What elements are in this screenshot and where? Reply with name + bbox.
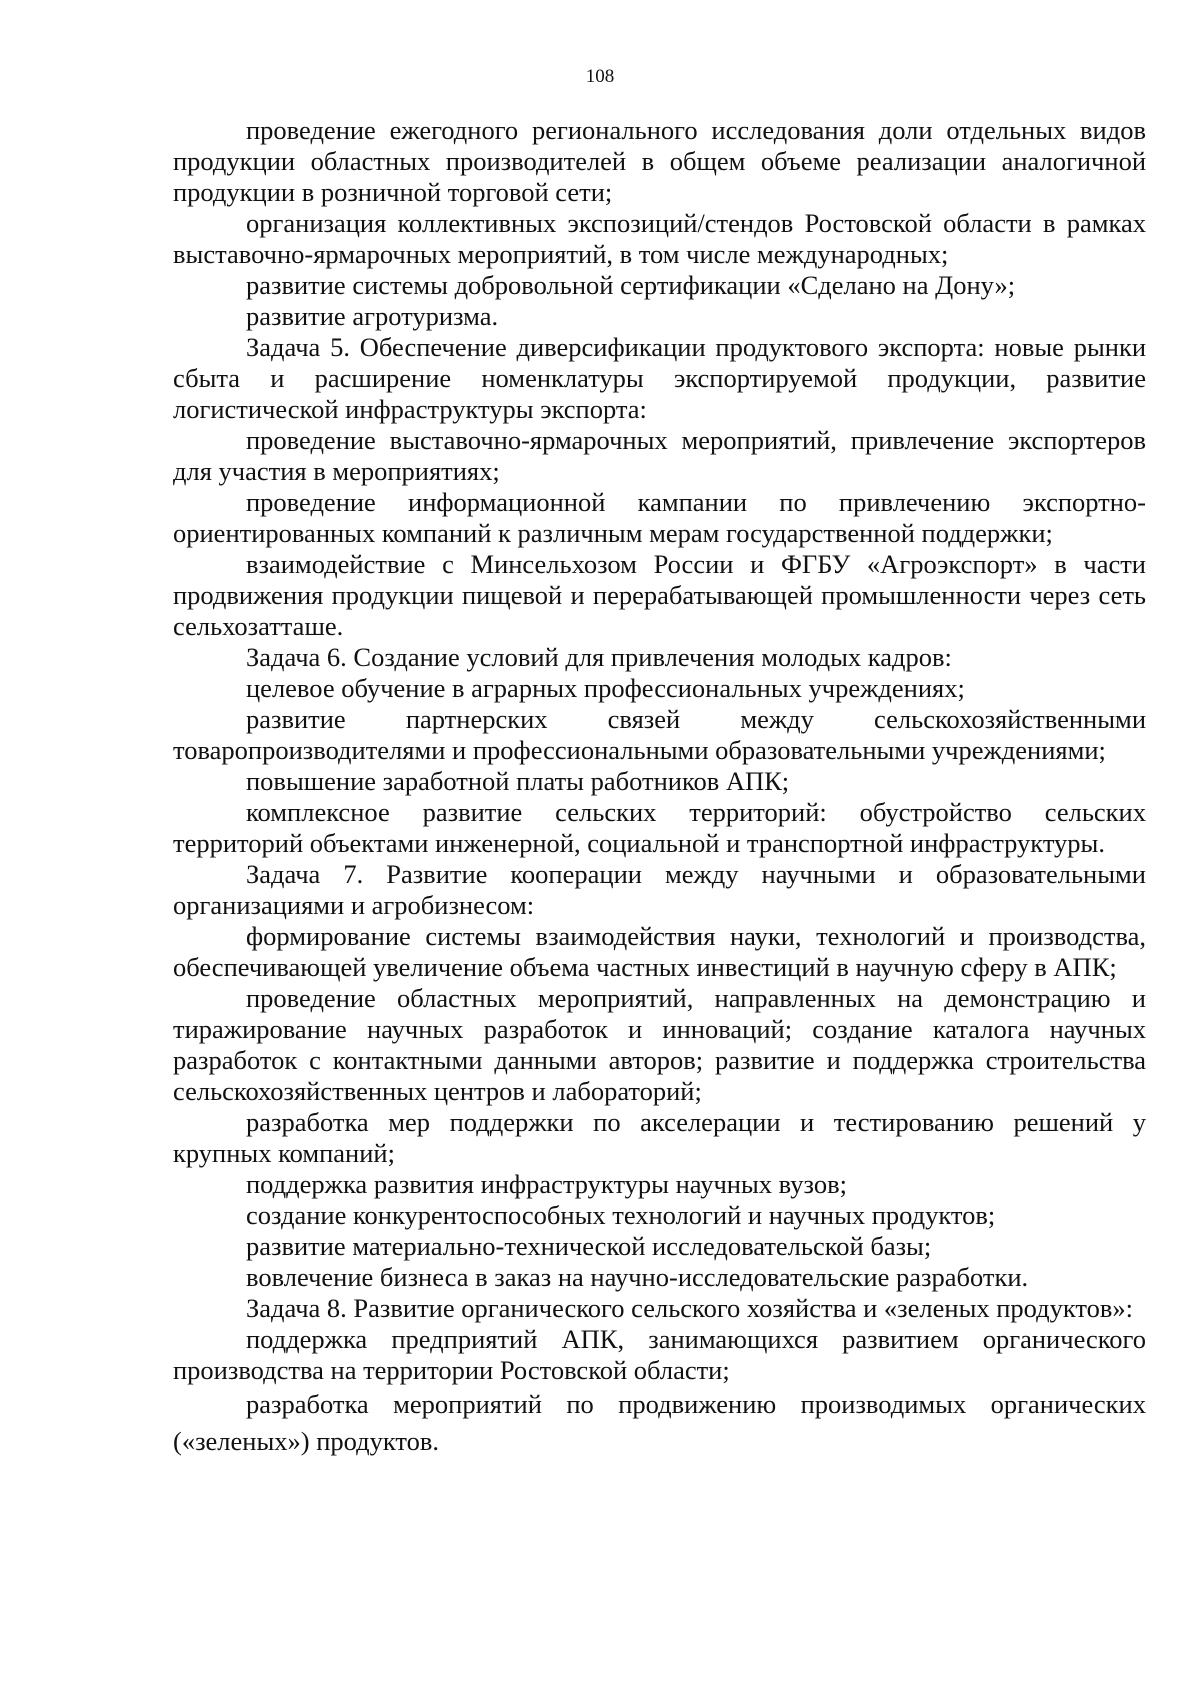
paragraph-green-products-promotion: разработка мероприятий по продвижению производимых органических («зеленых») продуктов. xyxy=(173,1389,1146,1456)
paragraph-organic-support: поддержка предприятий АПК, занимающихся развитием органического производства на территории Ростовской области; xyxy=(173,1324,1146,1385)
paragraph-ministry-cooperation: взаимодействие с Минсельхозом России и ФГБУ «Агроэкспорт» в части продвижения продукции пищевой и перерабатывающей промышленности через сеть сельхозатташе. xyxy=(173,549,1146,641)
paragraph-agrotourism: развитие агротуризма. xyxy=(246,301,499,331)
paragraph-acceleration-support: разработка мер поддержки по акселерации и тестированию решений у крупных компаний; xyxy=(173,1107,1146,1168)
paragraph-competitive-technologies: создание конкурентоспособных технологий и научных продуктов; xyxy=(246,1200,996,1230)
paragraph-collective-expositions: организация коллективных экспозиций/стендов Ростовской области в рамках выставочно-ярмарочных мероприятий, в том числе международных; xyxy=(173,208,1146,269)
task-6-heading: Задача 6. Создание условий для привлечения молодых кадров: xyxy=(246,642,952,672)
paragraph-regional-research: проведение ежегодного регионального исследования доли отдельных видов продукции областных производителей в общем объеме реализации аналогичной продукции в розничной торговой сети; xyxy=(173,115,1146,207)
paragraph-university-infrastructure: поддержка развития инфраструктуры научных вузов; xyxy=(246,1169,847,1199)
paragraph-information-campaign: проведение информационной кампании по привлечению экспортно-ориентированных компаний к различным мерам государственной поддержки; xyxy=(173,487,1146,548)
paragraph-targeted-training: целевое обучение в аграрных профессиональных учреждениях; xyxy=(246,673,965,703)
paragraph-research-base: развитие материально-технической исследовательской базы; xyxy=(246,1231,932,1261)
paragraph-business-involvement: вовлечение бизнеса в заказ на научно-исследовательские разработки. xyxy=(246,1262,1029,1292)
task-7-heading: Задача 7. Развитие кооперации между научными и образовательными организациями и агробизнесом: xyxy=(173,859,1146,920)
paragraph-exhibitions: проведение выставочно-ярмарочных мероприятий, привлечение экспортеров для участия в мероприятиях; xyxy=(173,425,1146,486)
task-5-heading: Задача 5. Обеспечение диверсификации продуктового экспорта: новые рынки сбыта и расширение номенклатуры экспортируемой продукции, развитие логистической инфраструктуры экспорта: xyxy=(173,332,1146,424)
task-8-heading: Задача 8. Развитие органического сельского хозяйства и «зеленых продуктов»: xyxy=(246,1293,1134,1323)
paragraph-interaction-system: формирование системы взаимодействия науки, технологий и производства, обеспечивающей увеличение объема частных инвестиций в научную сферу в АПК; xyxy=(173,921,1146,982)
paragraph-regional-events: проведение областных мероприятий, направленных на демонстрацию и тиражирование научных разработок и инноваций; создание каталога научных разработок с контактными данными авторов; развитие и поддержка строительства сельскохозяйственных центров и лабораторий; xyxy=(173,983,1146,1106)
paragraph-wage-increase: повышение заработной платы работников АПК; xyxy=(246,766,790,796)
document-body xyxy=(173,115,1146,1460)
paragraph-partnerships: развитие партнерских связей между сельскохозяйственными товаропроизводителями и профессиональными образовательными учреждениями; xyxy=(173,704,1146,765)
paragraph-rural-development: комплексное развитие сельских территорий: обустройство сельских территорий объектами инженерной, социальной и транспортной инфраструктуры. xyxy=(173,797,1146,858)
paragraph-voluntary-certification: развитие системы добровольной сертификации «Сделано на Дону»; xyxy=(246,270,1016,300)
page-number: 108 xyxy=(585,66,615,87)
